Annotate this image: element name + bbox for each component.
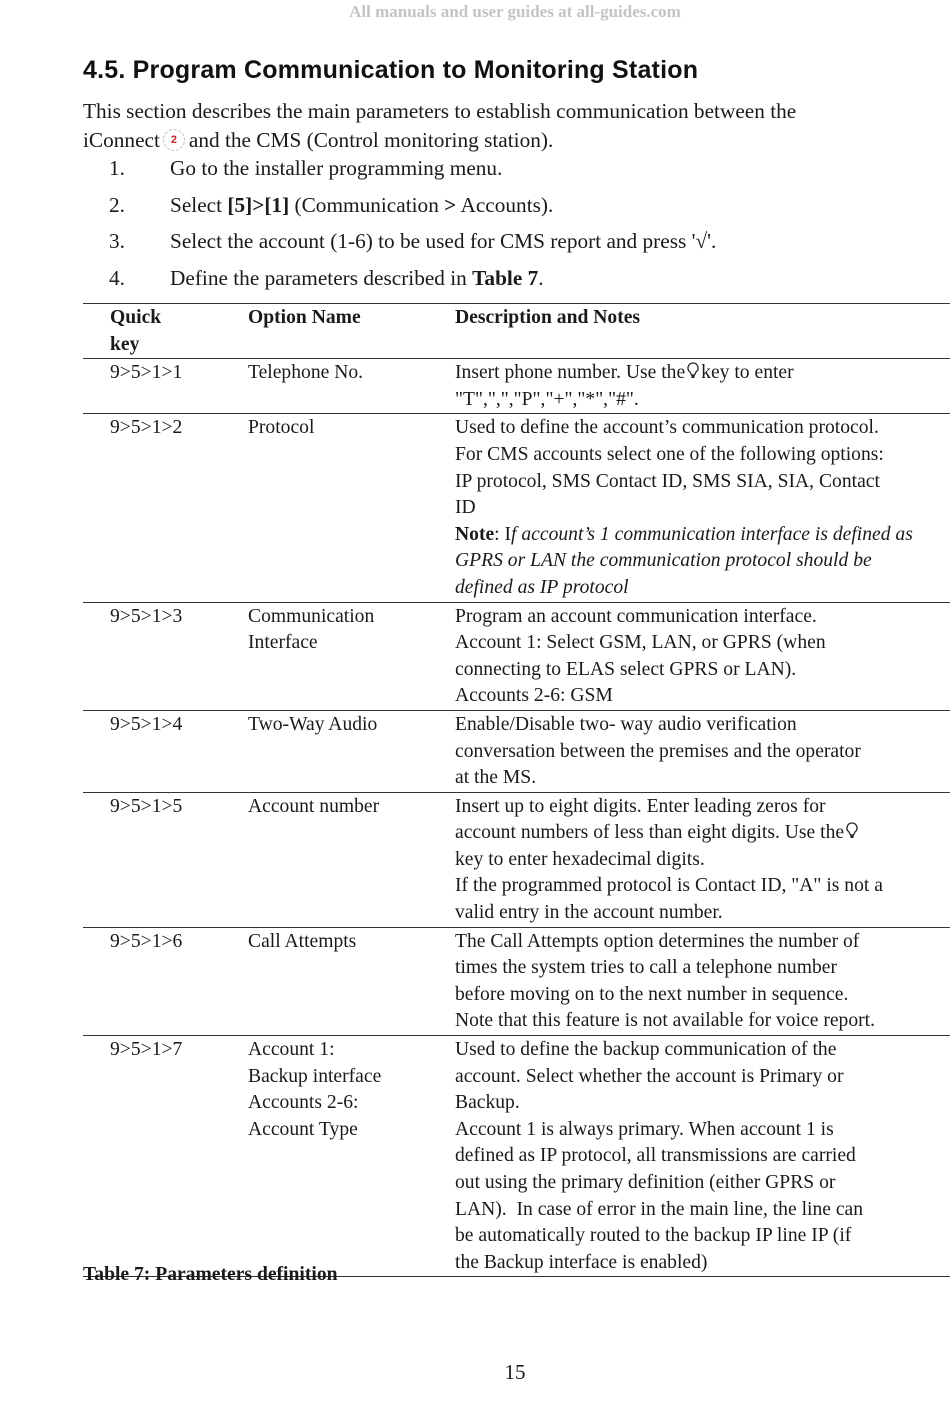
- lightbulb-icon: [687, 362, 699, 380]
- text-segment: Note: [455, 523, 495, 545]
- text-segment: Insert phone number. Use the: [455, 362, 686, 384]
- quick-key-cell: 9>5>1>5: [110, 795, 183, 817]
- description-line: [455, 415, 950, 442]
- description-line: [455, 794, 950, 821]
- option-name-cell: [248, 602, 455, 710]
- text-segment: Accounts 2-6: GSM: [455, 685, 613, 707]
- quick-key-cell: 9>5>1>2: [110, 417, 183, 439]
- table-row: [83, 359, 950, 414]
- step-text: [170, 229, 716, 253]
- text-segment: be automatically routed to the backup IP line IP (if: [455, 1225, 852, 1247]
- text-segment: Go to the installer programming menu.: [170, 156, 503, 180]
- text-segment: .: [538, 266, 544, 291]
- table-header-row: [83, 304, 950, 359]
- description-line: [455, 630, 950, 657]
- text-segment: Enable/Disable two- way audio verification: [455, 713, 797, 735]
- description-line: [455, 847, 950, 874]
- option-line: Backup interface: [248, 1065, 382, 1087]
- text-segment: account numbers of less than eight digits. Use the: [455, 822, 845, 844]
- table-row: [83, 414, 950, 602]
- table-row: [83, 792, 950, 927]
- description-line: [455, 1064, 950, 1091]
- intro-paragraph: [83, 97, 796, 155]
- text-segment: key to enter hexadecimal digits.: [455, 848, 705, 870]
- text-segment: Accounts).: [456, 192, 554, 217]
- text-segment: Insert up to eight digits. Enter leading zeros for: [455, 795, 826, 817]
- section-title: 4.5. Program Communication to Monitoring Station: [83, 56, 699, 84]
- text-segment: The Call Attempts option determines the number of: [455, 930, 860, 952]
- table-row: [83, 710, 950, 792]
- lightbulb-icon: [846, 822, 858, 840]
- option-name-cell: [248, 414, 455, 602]
- text-segment: "T",",","P","+","*","#".: [455, 388, 639, 410]
- text-segment: (Communication: [289, 192, 445, 217]
- description-line: [455, 575, 950, 602]
- text-segment: : I: [494, 523, 512, 545]
- column-header: [83, 304, 248, 359]
- option-line: Account 1:: [248, 1039, 335, 1061]
- quick-key-cell: 9>5>1>6: [110, 930, 183, 952]
- description-line: [455, 820, 950, 847]
- text-segment: Account 1: Select GSM, LAN, or GPRS (when: [455, 632, 826, 654]
- quick-key-cell: 9>5>1>1: [110, 362, 183, 384]
- step-item: [83, 229, 716, 266]
- option-line: Communication: [248, 605, 375, 627]
- text-segment: Used to define the account’s communication protocol.: [455, 417, 879, 439]
- intro-text: and the CMS (Control monitoring station).: [188, 128, 554, 152]
- text-segment: conversation between the premises and the operator: [455, 740, 861, 762]
- intro-line-1: This section describes the main parameters to establish communication between the: [83, 99, 797, 123]
- step-item: [83, 156, 716, 193]
- step-number: 3.: [109, 229, 125, 254]
- option-name-cell: [248, 792, 455, 927]
- text-segment: valid entry in the account number.: [455, 902, 723, 924]
- description-line: [455, 1037, 950, 1064]
- text-segment: account. Select whether the account is Primary or: [455, 1065, 844, 1087]
- column-header: [455, 304, 950, 359]
- step-text: [170, 266, 544, 290]
- header-line: key: [110, 333, 140, 355]
- option-line: Call Attempts: [248, 930, 357, 952]
- description-line: [455, 387, 950, 414]
- step-text: [170, 193, 553, 217]
- parameters-table: [83, 303, 950, 1277]
- description-line: [455, 1197, 950, 1224]
- text-segment: IP protocol, SMS Contact ID, SMS SIA, SIA, Contact: [455, 470, 880, 492]
- text-segment: '.: [707, 229, 717, 254]
- intro-line-2: [83, 126, 796, 155]
- description-line: [455, 548, 950, 575]
- description-cell: [455, 359, 950, 414]
- description-cell: [455, 602, 950, 710]
- description-line: [455, 442, 950, 469]
- description-line: [455, 900, 950, 927]
- description-line: [455, 765, 950, 792]
- step-number: 1.: [109, 156, 125, 180]
- text-segment: Program an account communication interface.: [455, 605, 817, 627]
- description-cell: [455, 414, 950, 602]
- option-name-cell: [248, 1036, 455, 1277]
- text-segment: For CMS accounts select one of the following options:: [455, 443, 884, 465]
- header-line: Quick: [110, 307, 162, 328]
- option-name-cell: [248, 927, 455, 1035]
- text-segment: the Backup interface is enabled): [455, 1251, 708, 1273]
- option-name-cell: [248, 710, 455, 792]
- text-segment: Note that this feature is not available for voice report.: [455, 1010, 876, 1032]
- page-number: 15: [504, 1360, 526, 1384]
- description-line: [455, 1223, 950, 1250]
- description-line: [455, 1090, 950, 1117]
- description-line: [455, 955, 950, 982]
- table-row: [83, 1036, 950, 1277]
- text-segment: LAN). In case of error in the main line, the line can: [455, 1198, 864, 1220]
- description-line: [455, 739, 950, 766]
- description-line: [455, 873, 950, 900]
- description-line: [455, 683, 950, 710]
- option-name-cell: [248, 359, 455, 414]
- text-segment: defined as IP protocol: [455, 576, 629, 598]
- description-cell: [455, 927, 950, 1035]
- description-cell: [455, 792, 950, 927]
- watermark: All manuals and user guides at all-guides.com: [349, 2, 681, 21]
- text-segment: at the MS.: [455, 767, 537, 789]
- description-line: [455, 604, 950, 631]
- option-line: Interface: [248, 632, 318, 654]
- step-item: [83, 193, 716, 230]
- description-line: [455, 360, 950, 387]
- quick-key-cell: 9>5>1>4: [110, 713, 183, 735]
- step-number: 2.: [109, 192, 125, 217]
- description-line: [455, 1170, 950, 1197]
- option-line: Account number: [248, 795, 380, 817]
- text-segment: Select the account (1-6) to be used for CMS report and press ': [170, 229, 696, 254]
- description-line: [455, 929, 950, 956]
- description-line: [455, 469, 950, 496]
- intro-text: iConnect: [83, 128, 160, 152]
- text-segment: Account 1 is always primary. When account 1 is: [455, 1118, 834, 1140]
- text-segment: ID: [455, 497, 476, 519]
- text-segment: defined as IP protocol, all transmissions are carried: [455, 1145, 856, 1167]
- text-segment: out using the primary definition (either GPRS or: [455, 1172, 836, 1193]
- description-line: [455, 1008, 950, 1035]
- header-line: Option Name: [248, 307, 361, 328]
- text-segment: f account’s 1 communication interface is defined as: [511, 523, 913, 545]
- text-segment: If the programmed protocol is Contact ID, "A" is not a: [455, 875, 883, 897]
- option-line: Account Type: [248, 1118, 358, 1140]
- description-line: [455, 495, 950, 522]
- steps-list: [83, 156, 716, 303]
- text-segment: >: [444, 192, 457, 217]
- text-segment: Used to define the backup communication of the: [455, 1039, 837, 1061]
- description-line: [455, 1117, 950, 1144]
- text-segment: connecting to ELAS select GPRS or LAN).: [455, 658, 797, 680]
- text-segment: Table 7: [472, 266, 539, 291]
- description-line: [455, 1143, 950, 1170]
- step-item: [83, 266, 716, 303]
- step-number: 4.: [109, 266, 125, 291]
- text-segment: GPRS or LAN the communication protocol should be: [455, 550, 872, 572]
- description-line: [455, 982, 950, 1009]
- description-cell: [455, 710, 950, 792]
- text-segment: times the system tries to call a telephone number: [455, 957, 837, 979]
- quick-key-cell: 9>5>1>3: [110, 605, 183, 627]
- description-line: [455, 1250, 950, 1277]
- step-text: [170, 156, 502, 180]
- text-segment: key to enter: [701, 362, 794, 384]
- text-segment: √: [695, 229, 708, 254]
- description-line: [455, 712, 950, 739]
- text-segment: before moving on to the next number in sequence.: [455, 983, 849, 1005]
- table-row: [83, 602, 950, 710]
- column-header: [248, 304, 455, 359]
- text-segment: Select: [170, 192, 228, 217]
- option-line: Protocol: [248, 417, 315, 439]
- option-line: Two-Way Audio: [248, 713, 378, 735]
- table-row: [83, 927, 950, 1035]
- description-cell: [455, 1036, 950, 1277]
- text-segment: Define the parameters described in: [170, 266, 473, 291]
- quick-key-cell: 9>5>1>7: [110, 1039, 183, 1061]
- option-line: Telephone No.: [248, 362, 364, 384]
- table-caption: Table 7: Parameters definition: [83, 1264, 338, 1285]
- iconnect-2-icon: 2: [163, 129, 185, 151]
- description-line: [455, 657, 950, 684]
- option-line: Accounts 2-6:: [248, 1092, 359, 1114]
- header-line: Description and Notes: [455, 307, 641, 328]
- text-segment: [5]>[1]: [227, 192, 290, 217]
- description-line: [455, 522, 950, 549]
- text-segment: Backup.: [455, 1092, 520, 1114]
